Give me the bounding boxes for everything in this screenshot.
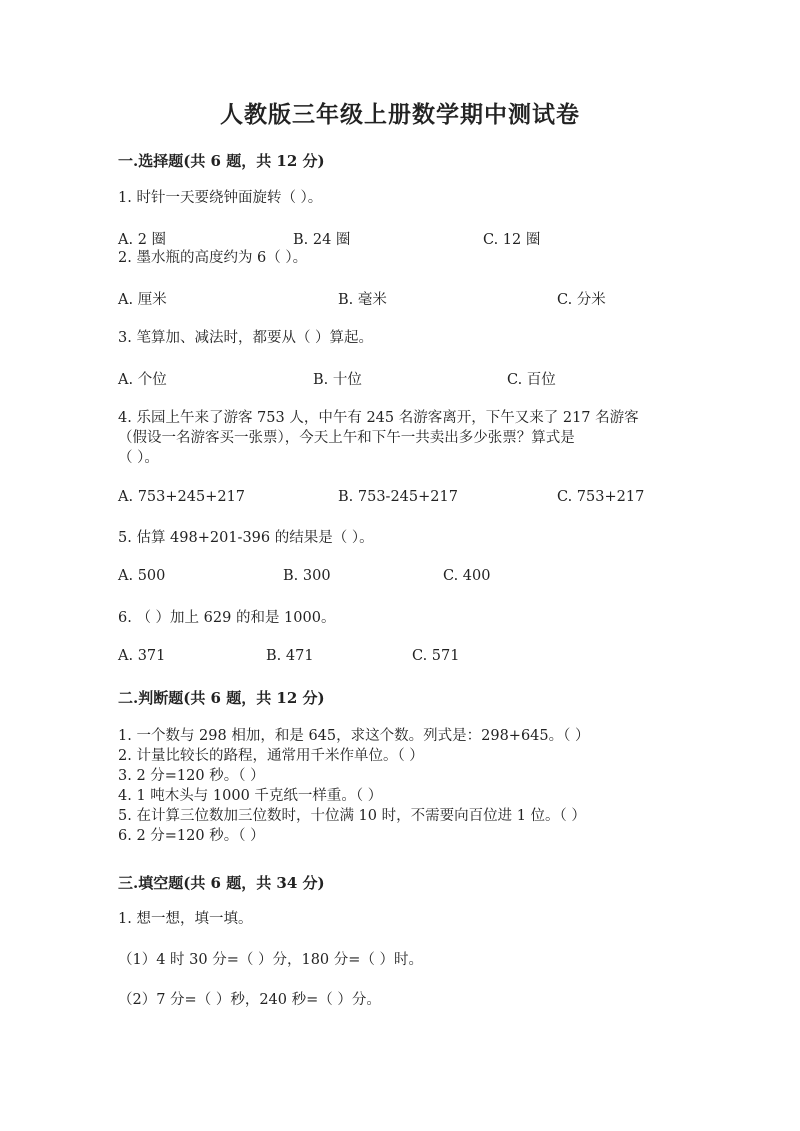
option-b: B. 471: [266, 648, 314, 664]
judge-item: 2. 计量比较长的路程，通常用千米作单位。（ ）: [118, 748, 424, 764]
option-c: C. 百位: [507, 372, 556, 388]
question-stem: 6. （ ）加上 629 的和是 1000。: [118, 610, 336, 626]
option-a: A. 厘米: [118, 292, 167, 308]
option-c: C. 12 圈: [483, 232, 541, 248]
judge-item: 3. 2 分=120 秒。（ ）: [118, 768, 265, 784]
option-a: A. 500: [118, 568, 166, 584]
section-header-choice: 一.选择题(共 6 题，共 12 分): [118, 152, 325, 170]
option-a: A. 371: [118, 648, 166, 664]
option-b: B. 24 圈: [293, 232, 351, 248]
question-stem-line: （假设一名游客买一张票），今天上午和下午一共卖出多少张票？算式是: [118, 430, 575, 446]
option-b: B. 753-245+217: [338, 489, 458, 505]
fill-item: （1）4 时 30 分=（ ）分，180 分=（ ）时。: [118, 952, 424, 968]
option-a: A. 2 圈: [118, 232, 167, 248]
option-a: A. 753+245+217: [118, 489, 246, 505]
question-stem: 3. 笔算加、减法时，都要从（ ）算起。: [118, 330, 374, 346]
fill-item: （2）7 分=（ ）秒，240 秒=（ ）分。: [118, 992, 381, 1008]
judge-item: 4. 1 吨木头与 1000 千克纸一样重。（ ）: [118, 788, 383, 804]
option-b: B. 十位: [313, 372, 362, 388]
section-header-fill: 三.填空题(共 6 题，共 34 分): [118, 874, 325, 892]
question-stem-line: （ ）。: [118, 450, 159, 466]
option-a: A. 个位: [118, 372, 167, 388]
judge-item: 1. 一个数与 298 相加，和是 645，求这个数。列式是：298+645。（ ）: [118, 728, 590, 744]
judge-item: 5. 在计算三位数加三位数时，十位满 10 时，不需要向百位进 1 位。（ ）: [118, 808, 586, 824]
option-c: C. 400: [443, 568, 491, 584]
section-header-judge: 二.判断题(共 6 题，共 12 分): [118, 689, 325, 707]
option-c: C. 分米: [557, 292, 606, 308]
question-stem: 1. 时针一天要绕钟面旋转（ ）。: [118, 190, 323, 206]
question-stem-line: 4. 乐园上午来了游客 753 人，中午有 245 名游客离开，下午又来了 217 名游客: [118, 410, 639, 426]
option-b: B. 300: [283, 568, 331, 584]
fill-item: 1. 想一想，填一填。: [118, 911, 253, 927]
question-stem: 5. 估算 498+201-396 的结果是（ ）。: [118, 530, 374, 546]
option-c: C. 753+217: [557, 489, 645, 505]
judge-item: 6. 2 分=120 秒。（ ）: [118, 828, 265, 844]
option-c: C. 571: [412, 648, 460, 664]
page-title: 人教版三年级上册数学期中测试卷: [220, 101, 580, 128]
question-stem: 2. 墨水瓶的高度约为 6（ ）。: [118, 250, 308, 266]
option-b: B. 毫米: [338, 292, 387, 308]
